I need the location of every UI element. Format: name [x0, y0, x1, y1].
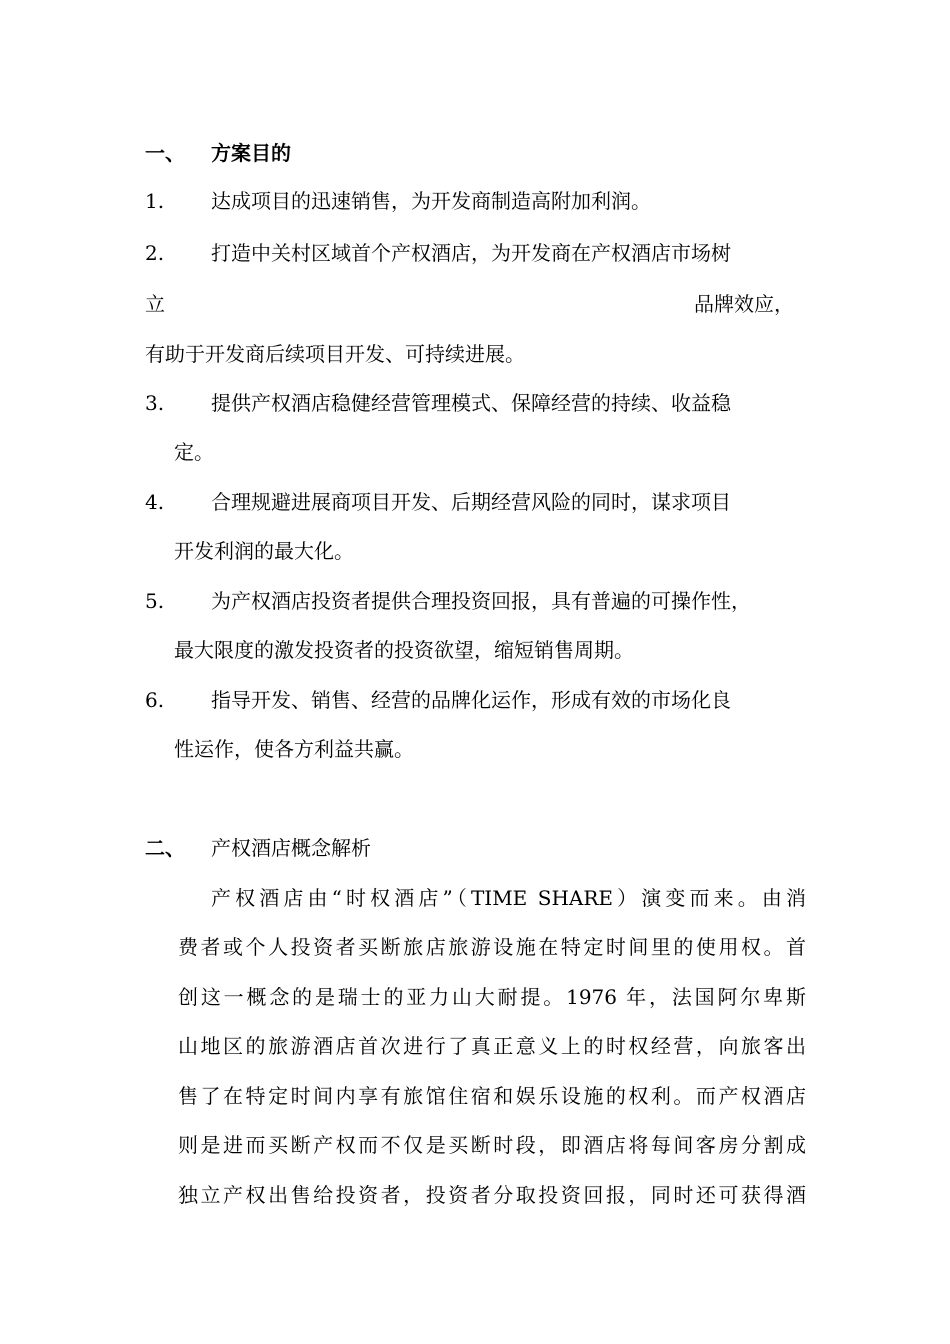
- item5-number: 5.: [145, 589, 165, 613]
- item5-line1: 为产权酒店投资者提供合理投资回报，具有普遍的可操作性，: [211, 589, 751, 613]
- item3-number: 3.: [145, 391, 165, 415]
- item1-line1: 达成项目的迅速销售，为开发商制造高附加利润。: [211, 189, 651, 213]
- section2-para-line6: 则是进而买断产权而不仅是买断时段，即酒店将每间客房分割成: [178, 1133, 806, 1157]
- item3-line2: 定。: [174, 440, 214, 464]
- item6-number: 6.: [145, 688, 165, 712]
- section2-para-line5: 售了在特定时间内享有旅馆住宿和娱乐设施的权利。而产权酒店: [178, 1084, 806, 1108]
- item4-line2: 开发利润的最大化。: [174, 539, 354, 563]
- section2-para-line2: 费者或个人投资者买断旅店旅游设施在特定时间里的使用权。首: [178, 935, 806, 959]
- section2-number: 二、: [145, 836, 185, 860]
- item2-line2-end: 品牌效应，: [694, 292, 794, 316]
- item2-line1: 打造中关村区域首个产权酒店，为开发商在产权酒店市场树: [211, 241, 731, 265]
- item5-line2: 最大限度的激发投资者的投资欲望，缩短销售周期。: [174, 638, 634, 662]
- item6-line1: 指导开发、销售、经营的品牌化运作，形成有效的市场化良: [211, 688, 731, 712]
- section2-para-line3: 创这一概念的是瑞士的亚力山大耐提。1976 年，法国阿尔卑斯: [178, 985, 806, 1009]
- section2-para-line4: 山地区的旅游酒店首次进行了真正意义上的时权经营，向旅客出: [178, 1034, 806, 1058]
- item1-number: 1.: [145, 189, 165, 213]
- item2-line2-start: 立: [145, 292, 165, 316]
- section2-para-line7: 独立产权出售给投资者，投资者分取投资回报，同时还可获得酒: [178, 1183, 806, 1207]
- section1-heading: 方案目的: [211, 141, 291, 165]
- item2-number: 2.: [145, 241, 165, 265]
- item4-line1: 合理规避进展商项目开发、后期经营风险的同时，谋求项目: [211, 490, 731, 514]
- section2-para-line1: 产权酒店由“时权酒店”（TIME SHARE）演变而来。由消: [211, 886, 806, 910]
- item2-line3: 有助于开发商后续项目开发、可持续进展。: [145, 342, 525, 366]
- item4-number: 4.: [145, 490, 165, 514]
- item3-line1: 提供产权酒店稳健经营管理模式、保障经营的持续、收益稳: [211, 391, 731, 415]
- section1-number: 一、: [145, 141, 185, 165]
- item6-line2: 性运作，使各方利益共赢。: [174, 737, 414, 761]
- section2-heading: 产权酒店概念解析: [211, 836, 371, 860]
